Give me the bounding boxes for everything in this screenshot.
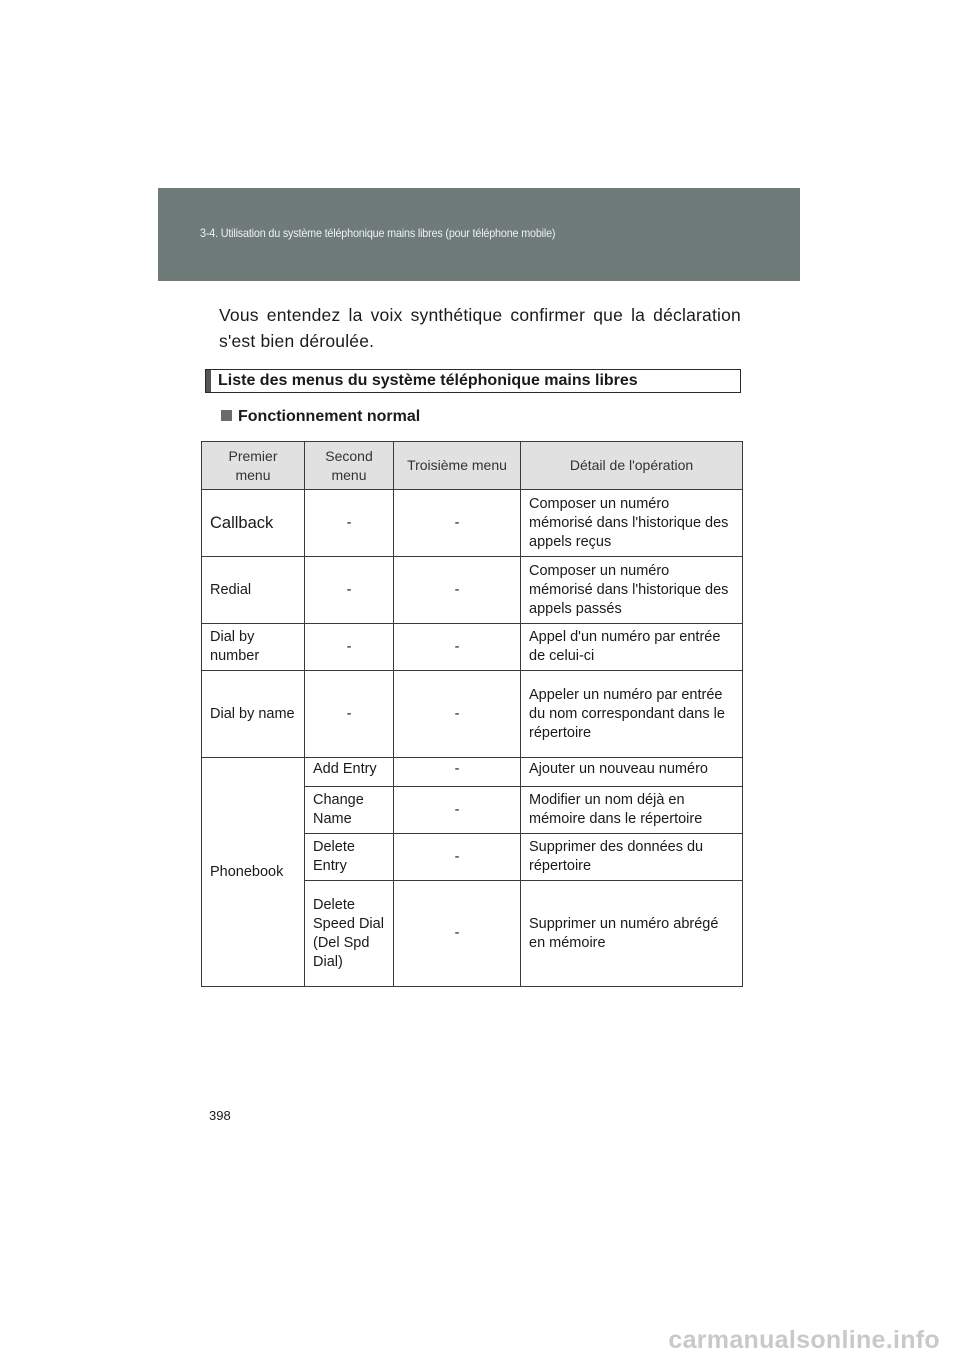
header-third-menu: Troisième menu	[394, 442, 521, 490]
detail-cell: Supprimer un numéro abrégé en mémoire	[521, 881, 743, 987]
first-menu-cell: Dial by number	[202, 624, 305, 671]
detail-cell: Modifier un nom déjà en mémoire dans le répertoire	[521, 787, 743, 834]
section-heading-box	[205, 369, 741, 393]
table-row	[202, 557, 743, 624]
second-menu-cell: Delete Entry	[305, 834, 394, 881]
detail-cell: Appeler un numéro par entrée du nom correspondant dans le répertoire	[521, 671, 743, 758]
watermark: carmanualsonline.info	[668, 1326, 940, 1354]
page-number: 398	[209, 1108, 231, 1123]
second-menu-cell: -	[305, 490, 394, 557]
detail-cell: Supprimer des données du répertoire	[521, 834, 743, 881]
intro-paragraph: Vous entendez la voix synthétique confirmer que la déclaration s'est bien déroulée.	[219, 305, 741, 351]
first-menu-cell: Dial by name	[202, 671, 305, 758]
menu-table	[201, 441, 743, 987]
second-menu-cell: Delete Speed Dial (Del Spd Dial)	[305, 881, 394, 987]
third-menu-cell: -	[394, 881, 521, 987]
third-menu-cell: -	[394, 490, 521, 557]
header-detail: Détail de l'opération	[521, 442, 743, 490]
third-menu-cell: -	[394, 758, 521, 787]
third-menu-cell: -	[394, 787, 521, 834]
table-header-row	[202, 442, 743, 490]
square-bullet-icon	[221, 410, 232, 421]
third-menu-cell: -	[394, 557, 521, 624]
second-menu-cell: -	[305, 624, 394, 671]
table-row	[202, 671, 743, 758]
subheading	[221, 408, 420, 426]
chapter-title: 3-4. Utilisation du système téléphonique mains libres (pour téléphone mobile)	[200, 226, 556, 240]
second-menu-cell: Change Name	[305, 787, 394, 834]
detail-cell: Appel d'un numéro par entrée de celui-ci	[521, 624, 743, 671]
subheading-text: Fonctionnement normal	[238, 408, 421, 425]
detail-cell: Ajouter un nouveau numéro	[521, 758, 743, 787]
header-first-menu: Premier menu	[202, 442, 305, 490]
table-row	[202, 490, 743, 557]
second-menu-cell: -	[305, 557, 394, 624]
chapter-header-band	[158, 188, 800, 281]
first-menu-cell: Callback	[202, 490, 305, 557]
table-row	[202, 758, 743, 787]
table-row	[202, 624, 743, 671]
third-menu-cell: -	[394, 624, 521, 671]
second-menu-cell: Add Entry	[305, 758, 394, 787]
second-menu-cell: -	[305, 671, 394, 758]
third-menu-cell: -	[394, 834, 521, 881]
detail-cell: Composer un numéro mémorisé dans l'historique des appels reçus	[521, 490, 743, 557]
section-heading: Liste des menus du système téléphonique mains libres	[218, 372, 638, 389]
first-menu-cell: Redial	[202, 557, 305, 624]
third-menu-cell: -	[394, 671, 521, 758]
section-heading-accent	[206, 370, 211, 392]
detail-cell: Composer un numéro mémorisé dans l'historique des appels passés	[521, 557, 743, 624]
first-menu-cell: Phonebook	[202, 758, 305, 987]
header-second-menu: Second menu	[305, 442, 394, 490]
